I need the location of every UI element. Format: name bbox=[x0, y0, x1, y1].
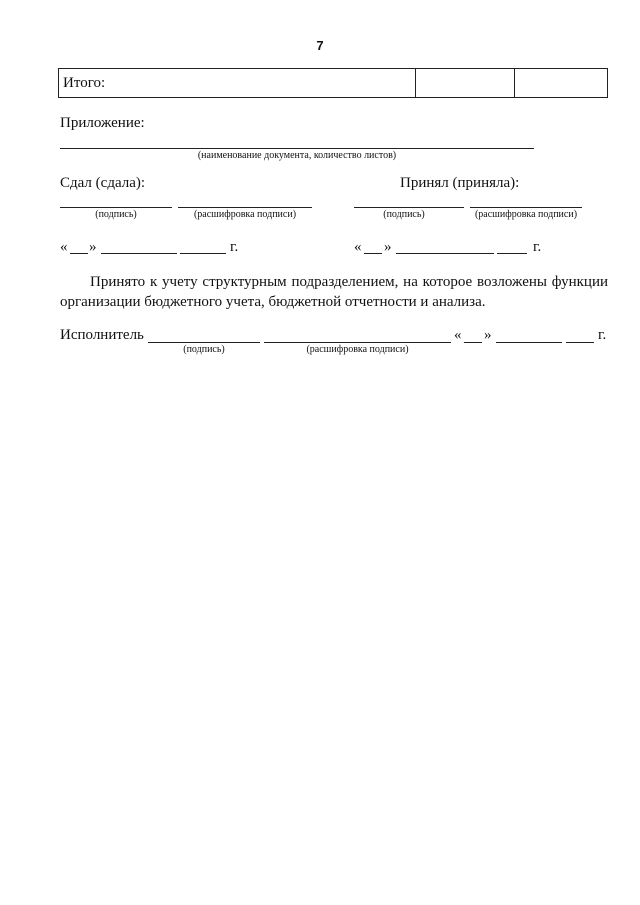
total-table bbox=[58, 68, 608, 98]
executor-day-line[interactable] bbox=[464, 342, 482, 343]
accepted-close-quote: » bbox=[384, 239, 392, 255]
appendix-line[interactable] bbox=[60, 148, 534, 149]
handed-over-day-line[interactable] bbox=[70, 253, 88, 254]
total-row bbox=[59, 69, 608, 98]
executor-label: Исполнитель bbox=[60, 327, 144, 343]
page-number: 7 bbox=[316, 38, 324, 53]
handed-over-signature-line[interactable] bbox=[60, 207, 172, 208]
appendix-caption: (наименование документа, количество листов) bbox=[197, 150, 397, 161]
executor-open-quote: « bbox=[454, 327, 462, 343]
accepted-signature-line[interactable] bbox=[354, 207, 464, 208]
total-label: Итого: bbox=[59, 69, 416, 98]
handed-over-close-quote: » bbox=[89, 239, 97, 255]
appendix-label: Приложение: bbox=[60, 115, 145, 131]
executor-decoding-caption: (расшифровка подписи) bbox=[306, 344, 409, 355]
accepted-month-line[interactable] bbox=[396, 253, 494, 254]
executor-decoding-line[interactable] bbox=[264, 342, 451, 343]
accepted-year-suffix: г. bbox=[533, 239, 542, 255]
accepted-label: Принял (приняла): bbox=[400, 175, 520, 191]
total-cell-1[interactable] bbox=[416, 69, 515, 98]
total-cell-2[interactable] bbox=[515, 69, 608, 98]
accepted-open-quote: « bbox=[354, 239, 362, 255]
handed-over-label: Сдал (сдала): bbox=[60, 175, 146, 191]
accepted-day-line[interactable] bbox=[364, 253, 382, 254]
executor-close-quote: » bbox=[484, 327, 492, 343]
executor-month-line[interactable] bbox=[496, 342, 562, 343]
handed-over-decoding-caption: (расшифровка подписи) bbox=[193, 209, 297, 220]
accepted-decoding-line[interactable] bbox=[470, 207, 582, 208]
handed-over-year-line[interactable] bbox=[180, 253, 226, 254]
handed-over-decoding-line[interactable] bbox=[178, 207, 312, 208]
executor-year-suffix: г. bbox=[598, 327, 607, 343]
executor-year-line[interactable] bbox=[566, 342, 594, 343]
accepted-decoding-caption: (расшифровка подписи) bbox=[474, 209, 578, 220]
accepted-year-line[interactable] bbox=[497, 253, 527, 254]
handed-over-signature-caption: (подпись) bbox=[95, 209, 137, 220]
handed-over-month-line[interactable] bbox=[101, 253, 177, 254]
handed-over-open-quote: « bbox=[60, 239, 68, 255]
accepted-signature-caption: (подпись) bbox=[383, 209, 425, 220]
acceptance-text: Принято к учету структурным подразделением, на которое возложены функции организации бюджетного учета, бюджетной отчетности и анализа. bbox=[60, 274, 608, 310]
handed-over-year-suffix: г. bbox=[230, 239, 239, 255]
executor-signature-line[interactable] bbox=[148, 342, 260, 343]
executor-signature-caption: (подпись) bbox=[183, 344, 225, 355]
